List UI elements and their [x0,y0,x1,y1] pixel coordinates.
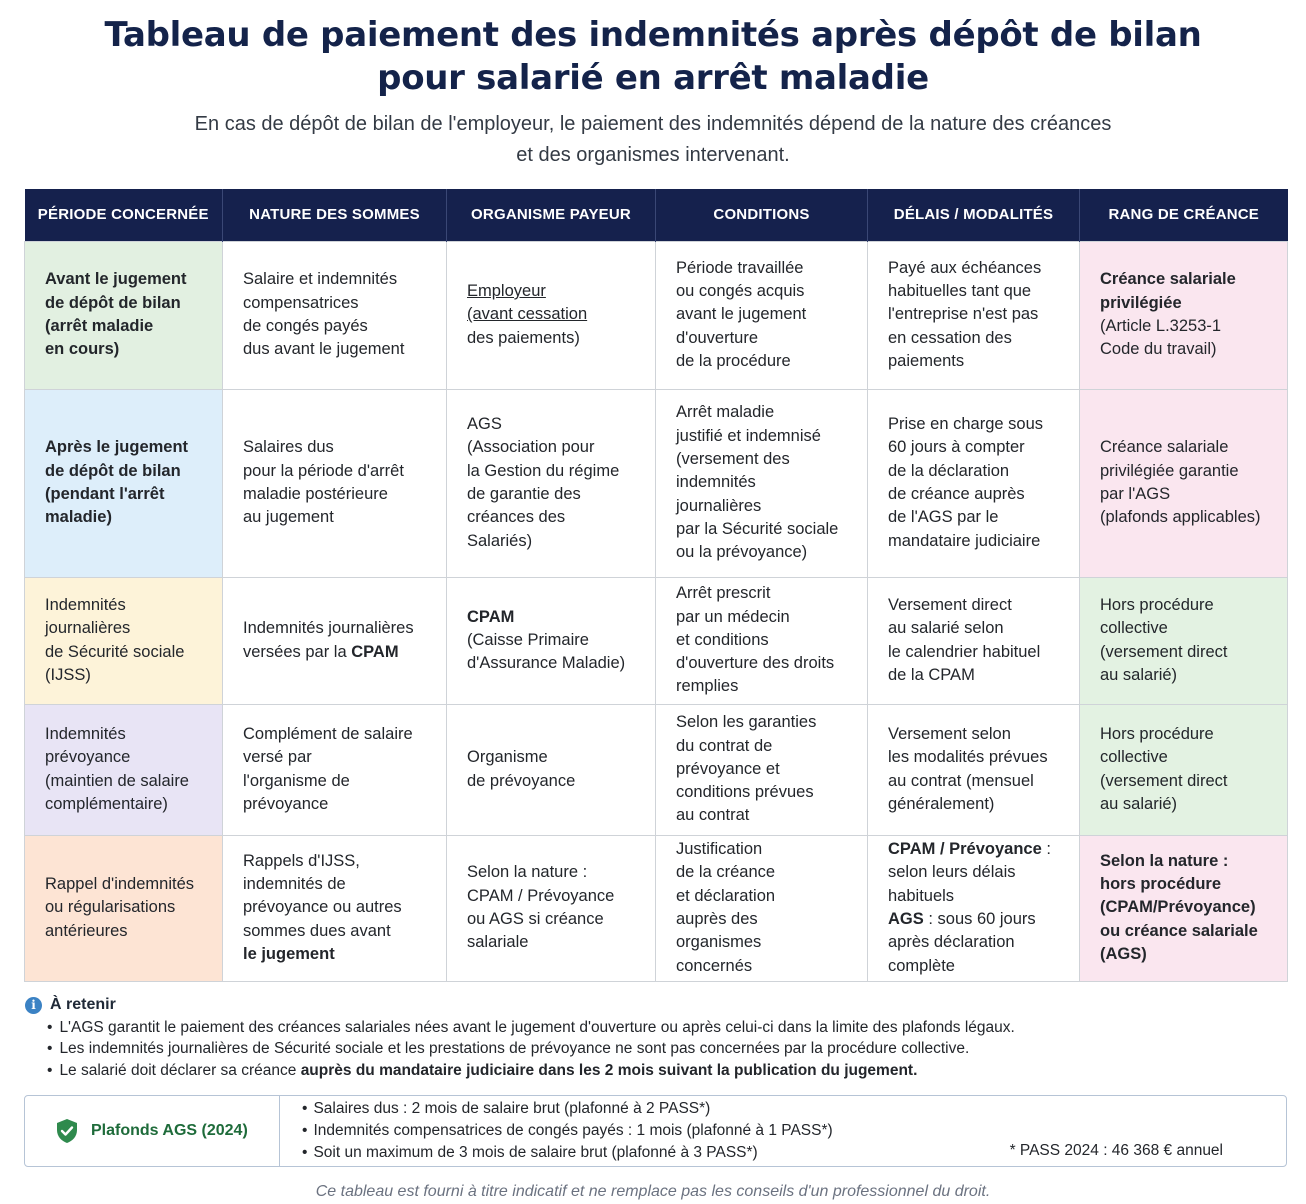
retenir-section [25,994,1225,1081]
subtitle-line-2: et des organismes intervenant. [516,144,790,166]
cell-rang: Créance salariale privilégiée garantie par l'AGS (plafonds applicables) [1080,389,1288,577]
cell-nature: Indemnités journalières versées par la CPAM [223,577,447,704]
table-header-row [25,189,1288,241]
cell-organisme: Organisme de prévoyance [447,704,656,835]
cell-rang: Créance salariale privilégiée (Article L.3253-1 Code du travail) [1080,241,1288,389]
shield-check-icon [55,1118,79,1144]
retenir-heading [25,994,1225,1016]
ags-label-area [25,1096,280,1166]
list-item: • Soit un maximum de 3 mois de salaire brut (plafonné à 3 PASS*) [302,1142,1264,1164]
cell-periode: Rappel d'indemnités ou régularisations antérieures [25,835,223,981]
list-item: • Le salarié doit déclarer sa créance auprès du mandataire judiciaire dans les 2 mois suivant la publication du jugement. [47,1060,1225,1081]
table-row [25,577,1288,704]
header-rang: RANG DE CRÉANCE [1080,189,1288,241]
cell-conditions: Arrêt maladie justifié et indemnisé (versement des indemnités journalières par la Sécurité sociale ou la prévoyance) [656,389,868,577]
cell-nature: Salaire et indemnités compensatrices de congés payés dus avant le jugement [223,241,447,389]
header-nature: NATURE DES SOMMES [223,189,447,241]
title-line-1: Tableau de paiement des indemnités après dépôt de bilan [104,15,1202,55]
retenir-list [47,1017,1225,1081]
ags-label: Plafonds AGS (2024) [91,1122,248,1139]
cell-rang: Hors procédure collective (versement direct au salarié) [1080,704,1288,835]
cell-rang: Selon la nature : hors procédure (CPAM/Prévoyance) ou créance salariale (AGS) [1080,835,1288,981]
cell-organisme: Selon la nature : CPAM / Prévoyance ou AGS si créance salariale [447,835,656,981]
header-organisme: ORGANISME PAYEUR [447,189,656,241]
header-conditions: CONDITIONS [656,189,868,241]
ags-plafonds-box [24,1095,1287,1167]
cell-delais: CPAM / Prévoyance : selon leurs délais habituels AGS : sous 60 jours après déclaration complète [868,835,1080,981]
list-item: • Les indemnités journalières de Sécurité sociale et les prestations de prévoyance ne sont pas concernées par la procédure collective. [47,1038,1225,1059]
page-title [0,14,1306,100]
cell-organisme: CPAM (Caisse Primaire d'Assurance Maladie) [447,577,656,704]
cell-periode: Avant le jugement de dépôt de bilan (arrêt maladie en cours) [25,241,223,389]
disclaimer-footer: Ce tableau est fourni à titre indicatif et ne remplace pas les conseils d'un professionnel du droit. [315,1183,991,1200]
table-row [25,389,1288,577]
cell-periode: Après le jugement de dépôt de bilan (pendant l'arrêt maladie) [25,389,223,577]
cell-conditions: Période travaillée ou congés acquis avant le jugement d'ouverture de la procédure [656,241,868,389]
ags-details [280,1096,1286,1166]
cell-delais: Versement selon les modalités prévues au contrat (mensuel généralement) [868,704,1080,835]
subtitle-line-1: En cas de dépôt de bilan de l'employeur, le paiement des indemnités dépend de la nature des créances [194,113,1112,135]
cell-conditions: Justification de la créance et déclaration auprès des organismes concernés [656,835,868,981]
list-item: • Salaires dus : 2 mois de salaire brut (plafonné à 2 PASS*) [302,1098,1264,1120]
cell-delais: Payé aux échéances habituelles tant que l'entreprise n'est pas en cessation des paiements [868,241,1080,389]
table-row [25,835,1288,981]
pass-note: * PASS 2024 : 46 368 € annuel [1009,1142,1223,1159]
cell-nature: Complément de salaire versé par l'organisme de prévoyance [223,704,447,835]
list-item: • Indemnités compensatrices de congés payés : 1 mois (plafonné à 1 PASS*) [302,1120,1264,1142]
info-icon: i [25,997,42,1014]
table-row [25,241,1288,389]
header-periode: PÉRIODE CONCERNÉE [25,189,223,241]
retenir-title: À retenir [50,996,116,1013]
cell-conditions: Selon les garanties du contrat de prévoyance et conditions prévues au contrat [656,704,868,835]
cell-nature: Rappels d'IJSS, indemnités de prévoyance ou autres sommes dues avant le jugement [223,835,447,981]
indemnities-table [24,189,1288,982]
cell-delais: Prise en charge sous 60 jours à compter de la déclaration de créance auprès de l'AGS par le mandataire judiciaire [868,389,1080,577]
cell-nature: Salaires dus pour la période d'arrêt maladie postérieure au jugement [223,389,447,577]
cell-periode: Indemnités journalières de Sécurité sociale (IJSS) [25,577,223,704]
title-line-2: pour salarié en arrêt maladie [377,58,929,98]
cell-organisme: Employeur (avant cessation des paiements) [447,241,656,389]
cell-periode: Indemnités prévoyance (maintien de salaire complémentaire) [25,704,223,835]
list-item: • L'AGS garantit le paiement des créances salariales nées avant le jugement d'ouverture ou après celui-ci dans la limite des plafonds légaux. [47,1017,1225,1038]
cell-rang: Hors procédure collective (versement direct au salarié) [1080,577,1288,704]
table-row [25,704,1288,835]
cell-organisme: AGS (Association pour la Gestion du régime de garantie des créances des Salariés) [447,389,656,577]
cell-conditions: Arrêt prescrit par un médecin et conditions d'ouverture des droits remplies [656,577,868,704]
page-subtitle [0,109,1306,171]
cell-delais: Versement direct au salarié selon le calendrier habituel de la CPAM [868,577,1080,704]
header-delais: DÉLAIS / MODALITÉS [868,189,1080,241]
